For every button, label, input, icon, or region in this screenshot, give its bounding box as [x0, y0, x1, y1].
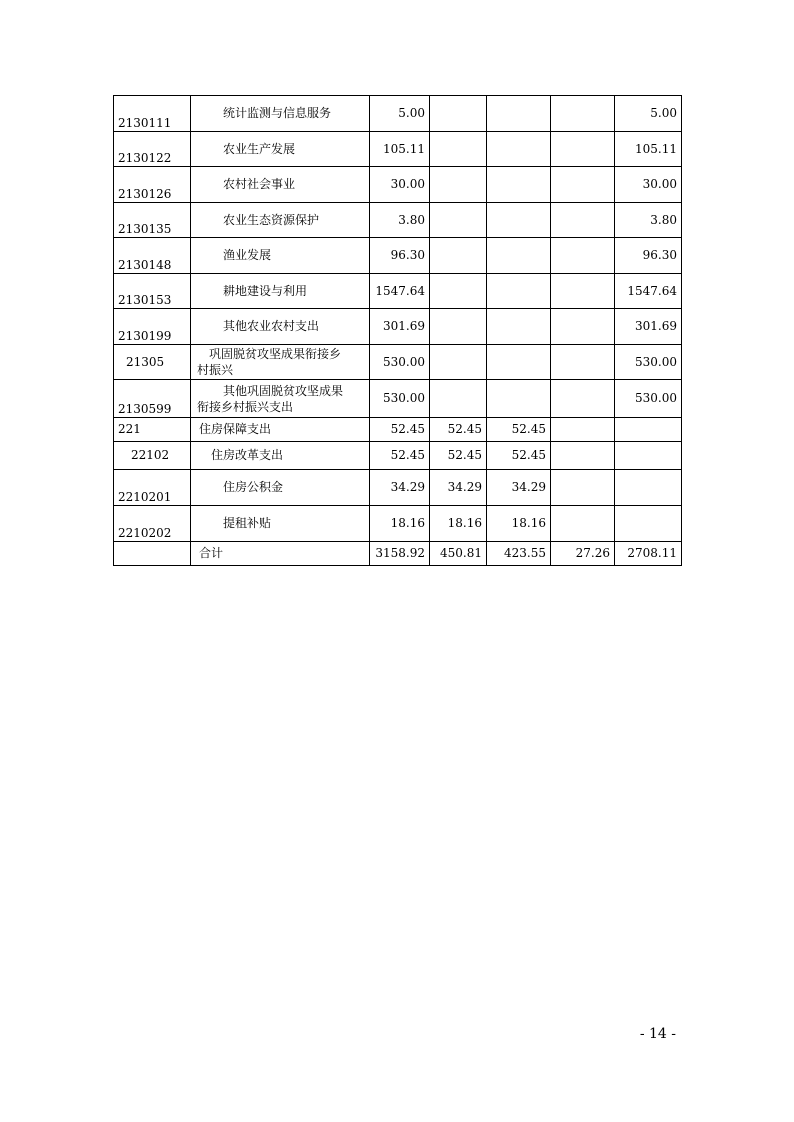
total-basic: 450.81	[430, 542, 487, 566]
row-total: 530.00	[370, 380, 430, 418]
table-row	[114, 203, 682, 238]
row-public	[551, 132, 615, 167]
total-public: 27.26	[551, 542, 615, 566]
row-basic: 52.45	[430, 418, 487, 442]
row-name: 提租补贴	[191, 506, 370, 542]
row-code: 2130111	[114, 96, 191, 132]
row-code: 221	[114, 418, 191, 442]
row-project	[615, 442, 682, 470]
row-name: 耕地建设与利用	[191, 274, 370, 309]
row-project: 3.80	[615, 203, 682, 238]
row-personnel	[487, 238, 551, 274]
row-total: 105.11	[370, 132, 430, 167]
row-code: 2130199	[114, 309, 191, 345]
row-personnel	[487, 96, 551, 132]
row-project: 30.00	[615, 167, 682, 203]
table-row	[114, 470, 682, 506]
row-name: 农村社会事业	[191, 167, 370, 203]
row-name: 渔业发展	[191, 238, 370, 274]
row-basic	[430, 167, 487, 203]
total-total: 3158.92	[370, 542, 430, 566]
page-number: - 14 -	[639, 1026, 676, 1042]
row-code: 2210201	[114, 470, 191, 506]
row-total: 18.16	[370, 506, 430, 542]
row-total: 96.30	[370, 238, 430, 274]
row-basic	[430, 380, 487, 418]
total-project: 2708.11	[615, 542, 682, 566]
row-project: 301.69	[615, 309, 682, 345]
row-project: 96.30	[615, 238, 682, 274]
row-project: 5.00	[615, 96, 682, 132]
row-public	[551, 167, 615, 203]
row-personnel: 34.29	[487, 470, 551, 506]
row-public	[551, 470, 615, 506]
table-row	[114, 442, 682, 470]
row-total: 1547.64	[370, 274, 430, 309]
row-personnel	[487, 203, 551, 238]
row-code: 2130153	[114, 274, 191, 309]
row-basic	[430, 274, 487, 309]
row-code: 2130135	[114, 203, 191, 238]
row-project: 530.00	[615, 345, 682, 380]
row-code: 2130148	[114, 238, 191, 274]
row-name	[191, 345, 370, 380]
row-public	[551, 345, 615, 380]
row-public	[551, 309, 615, 345]
row-project: 530.00	[615, 380, 682, 418]
row-personnel	[487, 132, 551, 167]
table-row	[114, 274, 682, 309]
row-code: 21305	[114, 345, 191, 380]
total-personnel: 423.55	[487, 542, 551, 566]
budget-table	[113, 95, 682, 566]
row-project: 105.11	[615, 132, 682, 167]
total-code	[114, 542, 191, 566]
row-total: 52.45	[370, 418, 430, 442]
row-public	[551, 96, 615, 132]
row-total: 3.80	[370, 203, 430, 238]
row-personnel	[487, 274, 551, 309]
row-public	[551, 203, 615, 238]
row-project	[615, 470, 682, 506]
row-personnel: 52.45	[487, 442, 551, 470]
table-row	[114, 96, 682, 132]
row-public	[551, 442, 615, 470]
row-total: 301.69	[370, 309, 430, 345]
row-basic: 18.16	[430, 506, 487, 542]
row-personnel	[487, 309, 551, 345]
row-name: 农业生产发展	[191, 132, 370, 167]
total-label: 合计	[191, 542, 370, 566]
row-basic	[430, 203, 487, 238]
row-name-line2: 衔接乡村振兴支出	[197, 399, 294, 414]
row-total: 52.45	[370, 442, 430, 470]
row-total: 30.00	[370, 167, 430, 203]
row-code: 2130126	[114, 167, 191, 203]
table-row	[114, 380, 682, 418]
row-public	[551, 380, 615, 418]
row-basic: 34.29	[430, 470, 487, 506]
row-name	[191, 380, 370, 418]
table-row	[114, 309, 682, 345]
table-row	[114, 132, 682, 167]
row-name-line1: 其他巩固脱贫攻坚成果	[223, 383, 344, 398]
row-project: 1547.64	[615, 274, 682, 309]
table-row	[114, 167, 682, 203]
total-row	[114, 542, 682, 566]
row-basic	[430, 132, 487, 167]
table-row	[114, 506, 682, 542]
row-name: 统计监测与信息服务	[191, 96, 370, 132]
row-personnel: 52.45	[487, 418, 551, 442]
table-row	[114, 418, 682, 442]
row-code: 22102	[114, 442, 191, 470]
row-code: 2130122	[114, 132, 191, 167]
row-basic	[430, 238, 487, 274]
row-public	[551, 274, 615, 309]
row-name: 其他农业农村支出	[191, 309, 370, 345]
table-row	[114, 238, 682, 274]
row-personnel	[487, 380, 551, 418]
row-code: 2210202	[114, 506, 191, 542]
row-total: 5.00	[370, 96, 430, 132]
row-basic: 52.45	[430, 442, 487, 470]
row-total: 530.00	[370, 345, 430, 380]
row-basic	[430, 345, 487, 380]
row-public	[551, 418, 615, 442]
row-name-line2: 村振兴	[197, 363, 234, 377]
row-personnel	[487, 167, 551, 203]
row-name: 住房公积金	[191, 470, 370, 506]
row-basic	[430, 96, 487, 132]
row-project	[615, 506, 682, 542]
row-name: 住房改革支出	[191, 442, 370, 470]
row-public	[551, 238, 615, 274]
row-project	[615, 418, 682, 442]
row-name: 住房保障支出	[191, 418, 370, 442]
row-personnel	[487, 345, 551, 380]
row-public	[551, 506, 615, 542]
table-row	[114, 345, 682, 380]
row-name: 农业生态资源保护	[191, 203, 370, 238]
row-basic	[430, 309, 487, 345]
row-personnel: 18.16	[487, 506, 551, 542]
row-name-line1: 巩固脱贫攻坚成果衔接乡	[209, 347, 342, 361]
row-code: 2130599	[114, 380, 191, 418]
row-total: 34.29	[370, 470, 430, 506]
